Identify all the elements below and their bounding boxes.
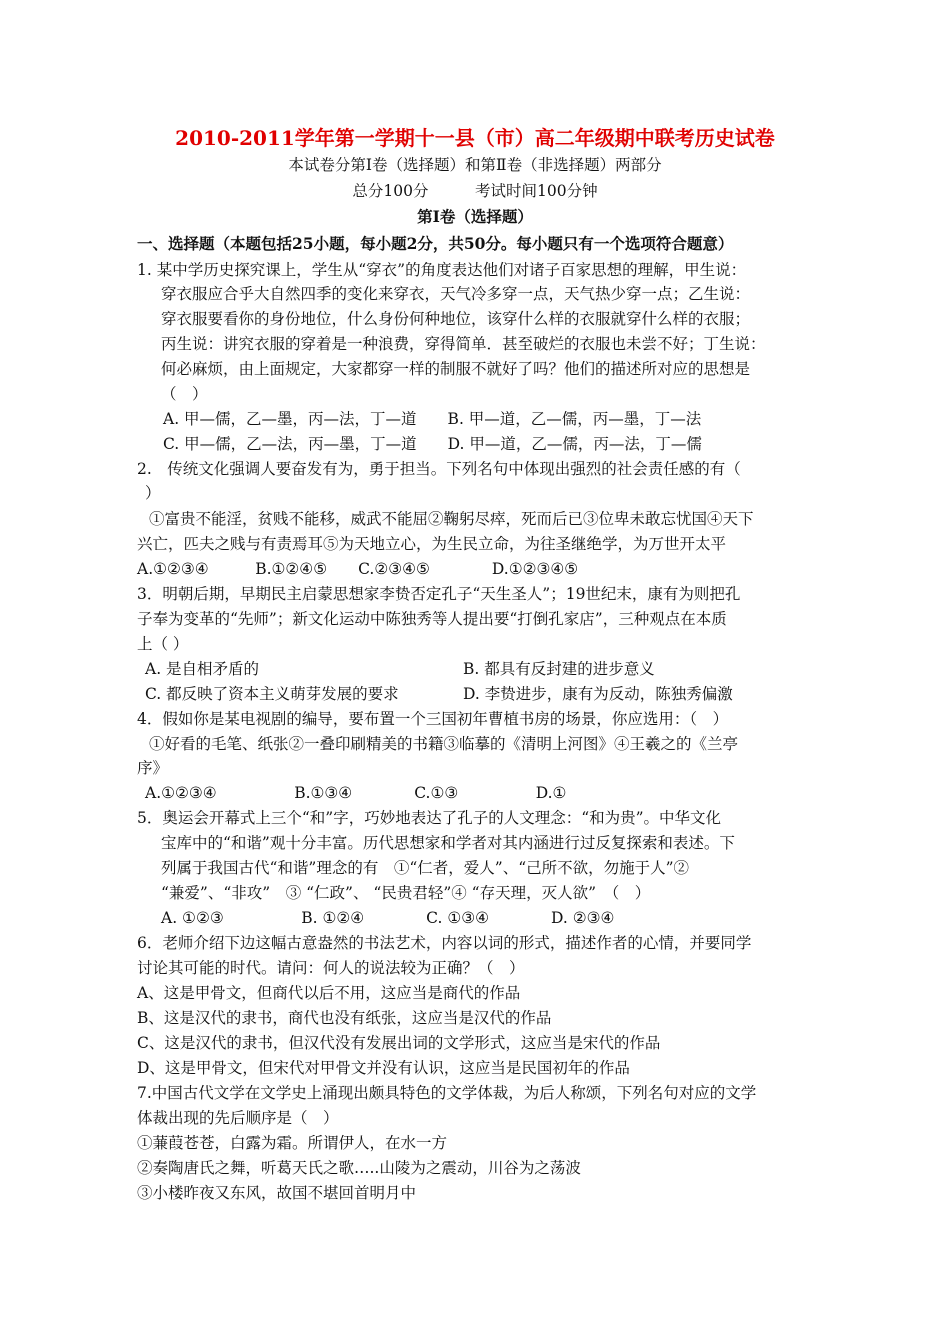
option-a: A、这是甲骨文，但商代以后不用，这应当是商代的作品 bbox=[137, 984, 521, 1002]
question-line: 列属于我国古代“和谐”理念的有 ①“仁者，爱人”、“己所不欲，勿施于人”② bbox=[161, 859, 690, 877]
option-c: C、这是汉代的隶书，但汉代没有发展出词的文学形式，这应当是宋代的作品 bbox=[137, 1034, 661, 1052]
question-line: ①富贵不能淫，贫贱不能移，威武不能屈②鞠躬尽瘁，死而后已③位卑未敢忘忧国④天下 bbox=[149, 510, 754, 528]
exam-structure-note: 本试卷分第Ⅰ卷（选择题）和第Ⅱ卷（非选择题）两部分 bbox=[288, 156, 662, 174]
option-line: C. 甲—儒，乙—法，丙—墨，丁—道 D. 甲—道，乙—儒，丙—法，丁—儒 bbox=[163, 435, 702, 453]
question-line: 上（ ） bbox=[137, 635, 189, 653]
question-line: 穿衣服应合乎大自然四季的变化来穿衣，天气冷多穿一点，天气热少穿一点；乙生说： bbox=[161, 285, 751, 303]
question-line: 6．老师介绍下边这幅古意盎然的书法艺术，内容以词的形式，描述作者的心情，并要同学 bbox=[137, 934, 752, 952]
question-line: 3．明朝后期，早期民主启蒙思想家李贽否定孔子“天生圣人”；19世纪末，康有为则把孔 bbox=[137, 585, 741, 603]
option-b: B、这是汉代的隶书，商代也没有纸张，这应当是汉代的作品 bbox=[137, 1009, 552, 1027]
question-line: 穿衣服要看你的身份地位，什么身份何种地位，该穿什么样的衣服就穿什么样的衣服； bbox=[161, 310, 751, 328]
option-d: D. 李贽进步，康有为反动，陈独秀偏激 bbox=[463, 685, 733, 703]
question-line: 丙生说：讲究衣服的穿着是一种浪费，穿得简单．甚至破烂的衣服也未尝不好；丁生说： bbox=[161, 335, 766, 353]
question-line: 1. 某中学历史探究课上，学生从“穿衣”的角度表达他们对诸子百家思想的理解，甲生说： bbox=[137, 261, 747, 279]
part-one-heading: 第Ⅰ卷（选择题） bbox=[417, 207, 533, 226]
section-heading: 一、选择题（本题包括25小题，每小题2分，共50分。每小题只有一个选项符合题意） bbox=[137, 234, 734, 253]
question-line: “兼爱”、“非攻” ③ “仁政”、 “民贵君轻”④ “存天理，灭人欲” （ ） bbox=[161, 884, 651, 902]
option-a: A. 是自相矛盾的 bbox=[145, 660, 260, 678]
question-line: 4．假如你是某电视剧的编导，要布置一个三国初年曹植书房的场景，你应选用：（ ） bbox=[137, 710, 729, 728]
answer-blank: ） bbox=[145, 484, 161, 502]
exam-score-time: 总分100分 考试时间100分钟 bbox=[352, 182, 598, 200]
option-b: B. 都具有反封建的进步意义 bbox=[463, 660, 655, 678]
question-line: 何必麻烦，由上面规定，大家都穿一样的制服不就好了吗？他们的描述所对应的思想是 bbox=[161, 360, 751, 378]
question-line: 讨论其可能的时代。请问：何人的说法较为正确？（ ） bbox=[137, 959, 525, 977]
option-line: A. 甲—儒，乙—墨，丙—法，丁—道 B. 甲—道，乙—儒，丙—墨，丁—法 bbox=[163, 410, 702, 428]
answer-blank: （ ） bbox=[161, 385, 208, 403]
option-line: A.①②③④ B.①②④⑤ C.②③④⑤ D.①②③④⑤ bbox=[137, 560, 579, 578]
option-d: D、这是甲骨文，但宋代对甲骨文并没有认识，这应当是民国初年的作品 bbox=[137, 1059, 630, 1077]
option-c: C. 都反映了资本主义萌芽发展的要求 bbox=[145, 685, 399, 703]
exam-title: 2010-2011学年第一学期十一县（市）高二年级期中联考历史试卷 bbox=[175, 126, 775, 150]
option-line: A. ①②③ B. ①②④ C. ①③④ D. ②③④ bbox=[161, 909, 615, 927]
question-line: 体裁出现的先后顺序是（ ） bbox=[137, 1109, 339, 1127]
question-line: ①好看的毛笔、纸张②一叠印刷精美的书籍③临摹的《清明上河图》④王羲之的《兰亭 bbox=[149, 735, 739, 753]
question-line: 宝库中的“和谐”观十分丰富。历代思想家和学者对其内涵进行过反复探索和表述。下 bbox=[161, 834, 735, 852]
question-line: 5．奥运会开幕式上三个“和”字，巧妙地表达了孔子的人文理念：“和为贵”。中华文化 bbox=[137, 809, 722, 827]
question-line: 7.中国古代文学在文学史上涌现出颇具特色的文学体裁，为后人称颂，下列名句对应的文学 bbox=[137, 1084, 757, 1102]
quote-line: ②奏陶唐氏之舞，听葛天氏之歌…..山陵为之震动，川谷为之荡波 bbox=[137, 1159, 581, 1177]
option-line: A.①②③④ B.①③④ C.①③ D.① bbox=[145, 784, 567, 802]
question-line: 2. 传统文化强调人要奋发有为，勇于担当。下列名句中体现出强烈的社会责任感的有（ bbox=[137, 460, 741, 478]
quote-line: ③小楼昨夜又东风，故国不堪回首明月中 bbox=[137, 1184, 417, 1202]
question-line: 兴亡，匹夫之贱与有责焉耳⑤为天地立心，为生民立命，为往圣继绝学，为万世开太平 bbox=[137, 535, 727, 553]
quote-line: ①蒹葭苍苍，白露为霜。所谓伊人，在水一方 bbox=[137, 1134, 448, 1152]
question-line: 序》 bbox=[137, 759, 169, 777]
question-line: 子奉为变革的“先师”；新文化运动中陈独秀等人提出要“打倒孔家店”，三种观点在本质 bbox=[137, 610, 727, 628]
